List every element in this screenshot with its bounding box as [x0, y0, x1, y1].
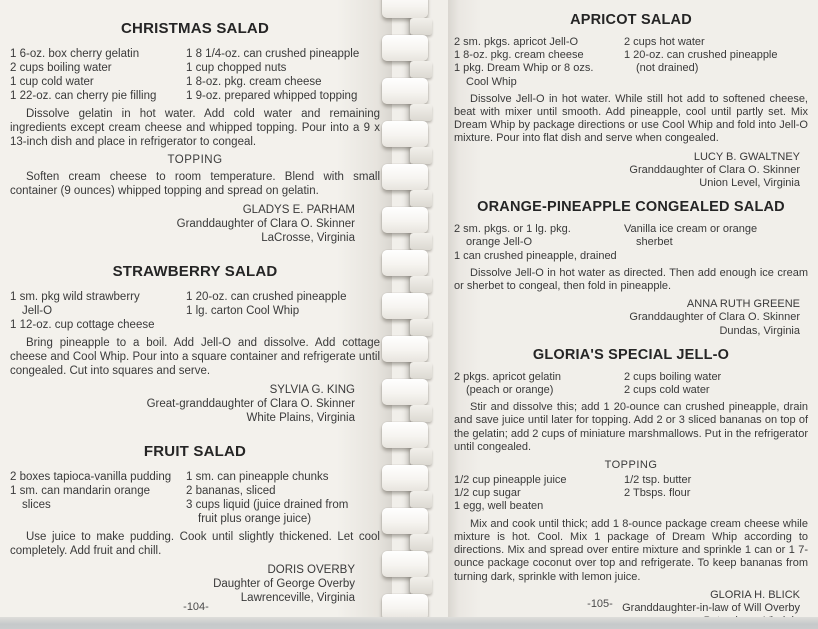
ingredient-line: 1 cup cold water: [10, 76, 94, 88]
contributor-relation: Granddaughter-in-law of Will Overby: [622, 601, 800, 614]
comb-tooth: [382, 0, 428, 18]
ingredient-line: 1 12-oz. cup cottage cheese: [10, 319, 155, 331]
topping-subhead: TOPPING: [167, 154, 223, 166]
recipe-title: ORANGE-PINEAPPLE CONGEALED SALAD: [477, 199, 785, 216]
page-number-left: -104-: [183, 601, 209, 613]
ingredient-line: 1/2 tsp. butter: [624, 474, 692, 487]
recipe-orange-pineapple-congealed-salad: [454, 199, 808, 338]
right-page: [448, 0, 818, 617]
ingredients-columns: [454, 371, 808, 397]
contributor-location: LaCrosse, Virginia: [261, 232, 355, 244]
ingredient-line: 1 22-oz. can cherry pie filling: [10, 90, 157, 102]
ingredient-line: 1/2 cup sugar: [454, 487, 521, 500]
comb-stub: [410, 448, 432, 465]
comb-stub: [410, 18, 432, 35]
recipe-attribution: [454, 298, 808, 338]
comb-stub: [410, 190, 432, 207]
ingredient-line: 1 lg. carton Cool Whip: [186, 305, 300, 317]
recipe-fruit-salad: [10, 443, 380, 605]
recipe-instructions: Dissolve Jell-O in hot water. While still hot add to softened cheese, beat with mixer until smooth. Add pineapple, cool until partly set. Mix Dream Whip by package directions or use Cool Whip and fold into Jell-O mixture. Pour into flat dish and serve when congealed.: [454, 92, 808, 145]
contributor-name: DORIS OVERBY: [267, 564, 355, 576]
comb-tooth: [382, 250, 428, 276]
ingredient-line: 2 cups boiling water: [10, 62, 112, 74]
comb-stub: [410, 276, 432, 293]
ingredients-col-1: [10, 470, 186, 526]
topping-instructions: Mix and cook until thick; add 1 8-ounce package cream cheese while mixture is hot. Cool. Mix 1 package of Dream Whip according to directions. Mix and spread over entire mixture and sprinkle 1 can or 1 7-ounce package coconut over top and refrigerate. To keep bananas from turning dark, sprinkle with lemon juice.: [454, 517, 808, 583]
comb-tooth: [382, 35, 428, 61]
comb-stub: [410, 319, 432, 336]
ingredient-line: 1 20-oz. can crushed pineapple: [186, 291, 347, 303]
ingredient-line: 1 9-oz. prepared whipped topping: [186, 90, 358, 102]
ingredient-line: 1/2 cup pineapple juice: [454, 474, 567, 487]
ingredient-line-continuation: Jell-O: [22, 305, 53, 317]
comb-tooth: [382, 336, 428, 362]
ingredient-line-continuation: sherbet: [636, 236, 673, 249]
ingredient-line: 1 8 1/4-oz. can crushed pineapple: [186, 48, 360, 60]
ingredients-columns: [10, 47, 380, 103]
recipe-title: APRICOT SALAD: [570, 12, 692, 28]
ingredients-col-1: [10, 290, 186, 332]
recipe-title: STRAWBERRY SALAD: [112, 263, 278, 280]
comb-stub: [410, 405, 432, 422]
ingredient-line: 1 8-oz. pkg. cream cheese: [186, 76, 322, 88]
recipe-attribution: [10, 383, 380, 425]
comb-stub: [410, 104, 432, 121]
ingredients-col-2: [624, 474, 808, 514]
ingredient-line: 2 bananas, sliced: [186, 485, 276, 497]
topping-instructions: Soften cream cheese to room temperature. Blend with small container (9 ounces) whipped topping and spread on gelatin.: [10, 171, 380, 197]
ingredient-line: 1 20-oz. can crushed pineapple: [624, 49, 778, 62]
ingredients-col-2: [624, 371, 808, 397]
ingredient-line: 2 cups cold water: [624, 384, 710, 397]
ingredients-col-1: [454, 223, 624, 263]
comb-tooth: [382, 465, 428, 491]
ingredient-line: 1 pkg. Dream Whip or 8 ozs.: [454, 62, 594, 75]
contributor-location: Lawrenceville, Virginia: [240, 592, 355, 604]
ingredients-col-1: [10, 47, 186, 103]
comb-stub: [410, 61, 432, 78]
ingredients-columns: [454, 223, 808, 263]
ingredients-col-2: [186, 47, 380, 103]
comb-tooth: [382, 164, 428, 190]
recipe-title: CHRISTMAS SALAD: [121, 20, 269, 37]
ingredient-line: Vanilla ice cream or orange: [624, 223, 758, 236]
recipe-instructions: Stir and dissolve this; add 1 20-ounce can crushed pineapple, drain and save juice until later for topping. Add 2 or 3 sliced bananas on top of the gelatin; add 2 cups of miniature marshmallows. Put in the refrigerator until congealed.: [454, 401, 809, 453]
ingredient-line: 1 6-oz. box cherry gelatin: [10, 48, 140, 60]
comb-stub: [410, 147, 432, 164]
ingredient-line-continuation: fruit plus orange juice): [198, 513, 312, 525]
ingredients-col-1: [454, 474, 624, 514]
comb-tooth: [382, 508, 428, 534]
recipe-glorias-special-jello: [454, 347, 808, 628]
ingredients-col-2: [624, 223, 808, 263]
ingredients-col-2: [624, 36, 808, 89]
comb-tooth: [382, 78, 428, 104]
recipe-title: GLORIA'S SPECIAL JELL-O: [532, 346, 730, 363]
topping-subhead: TOPPING: [604, 459, 658, 472]
recipe-attribution: [454, 151, 808, 191]
contributor-location: Dundas, Virginia: [719, 324, 800, 337]
recipe-attribution: [10, 563, 380, 605]
contributor-location: White Plains, Virginia: [246, 412, 355, 424]
ingredient-line: 2 boxes tapioca-vanilla pudding: [10, 471, 172, 483]
left-page: [0, 0, 392, 617]
recipe-apricot-salad: [454, 12, 808, 190]
ingredient-line-continuation: Cool Whip: [466, 75, 517, 88]
ingredient-line: 1 egg, well beaten: [454, 500, 544, 513]
ingredients-col-2: [186, 470, 380, 526]
ingredients-col-2: [186, 290, 380, 332]
comb-tooth: [382, 207, 428, 233]
comb-tooth: [382, 422, 428, 448]
ingredient-line: 2 pkgs. apricot gelatin: [454, 370, 562, 383]
recipe-instructions: Use juice to make pudding. Cook until slightly thickened. Let cool completely. Add fruit and chill.: [10, 531, 380, 557]
topping-ingredients-columns: [454, 474, 808, 514]
page-number-right: -105-: [587, 598, 613, 610]
comb-tooth: [382, 293, 428, 319]
ingredient-line: 2 cups boiling water: [624, 370, 722, 383]
recipe-title: FRUIT SALAD: [143, 443, 247, 460]
recipe-christmas-salad: [10, 20, 380, 245]
recipe-strawberry-salad: [10, 263, 380, 425]
ingredient-line: 3 cups liquid (juice drained from: [186, 499, 349, 511]
contributor-relation: Granddaughter of Clara O. Skinner: [176, 218, 355, 230]
ingredient-line-continuation: orange Jell-O: [466, 236, 533, 249]
ingredients-columns: [454, 36, 808, 89]
comb-tooth: [382, 551, 428, 577]
contributor-relation: Daughter of George Overby: [213, 578, 355, 590]
comb-stub: [410, 577, 432, 594]
ingredient-line-continuation: slices: [22, 499, 51, 511]
ingredients-col-1: [454, 36, 624, 89]
ingredient-line: 1 sm. pkg wild strawberry: [10, 291, 140, 303]
contributor-relation: Granddaughter of Clara O. Skinner: [629, 163, 800, 176]
comb-binding: [370, 0, 460, 629]
ingredient-line: 2 Tbsps. flour: [624, 487, 691, 500]
ingredient-line: 1 sm. can mandarin orange: [10, 485, 150, 497]
contributor-name: GLORIA H. BLICK: [710, 588, 800, 601]
comb-stub: [410, 362, 432, 379]
comb-stub: [410, 491, 432, 508]
ingredient-line: 1 can crushed pineapple, drained: [454, 249, 617, 262]
comb-tooth: [382, 379, 428, 405]
contributor-name: SYLVIA G. KING: [269, 384, 355, 396]
recipe-instructions: Bring pineapple to a boil. Add Jell-O and dissolve. Add cottage cheese and Cool Whip. Pour into a square container and refrigerate until congealed. Cut into squares and serve.: [10, 337, 380, 377]
ingredient-line-continuation: (peach or orange): [466, 384, 554, 397]
bottom-scan-strip: [0, 617, 818, 629]
recipe-instructions: Dissolve gelatin in hot water. Add cold water and remaining ingredients except cream cheese and whipped topping. Pour into a 9 x 13-inch dish and place in refrigerator to congeal.: [10, 108, 380, 148]
ingredient-line-continuation: (not drained): [636, 62, 699, 75]
ingredients-columns: [10, 290, 380, 332]
ingredient-line: 1 8-oz. pkg. cream cheese: [454, 49, 584, 62]
contributor-relation: Great-granddaughter of Clara O. Skinner: [146, 398, 355, 410]
ingredient-line: 1 sm. can pineapple chunks: [186, 471, 329, 483]
comb-tooth: [382, 121, 428, 147]
ingredient-line: 2 sm. pkgs. apricot Jell-O: [454, 36, 579, 48]
recipe-instructions: Dissolve Jell-O in hot water as directed. Then add enough ice cream or sherbet to congeal, then fold in pineapple.: [454, 266, 808, 293]
contributor-name: GLADYS E. PARHAM: [242, 204, 355, 216]
contributor-name: ANNA RUTH GREENE: [686, 298, 800, 311]
ingredient-line: 1 cup chopped nuts: [186, 62, 287, 74]
comb-stub: [410, 233, 432, 250]
ingredients-col-1: [454, 371, 624, 397]
contributor-location: Union Level, Virginia: [699, 177, 800, 190]
contributor-relation: Granddaughter of Clara O. Skinner: [629, 311, 800, 324]
recipe-attribution: [10, 203, 380, 245]
comb-stub: [410, 534, 432, 551]
ingredients-columns: [10, 470, 380, 526]
ingredient-line: 2 cups hot water: [624, 36, 705, 48]
ingredient-line: 2 sm. pkgs. or 1 lg. pkg.: [454, 223, 571, 236]
contributor-name: LUCY B. GWALTNEY: [693, 150, 800, 163]
